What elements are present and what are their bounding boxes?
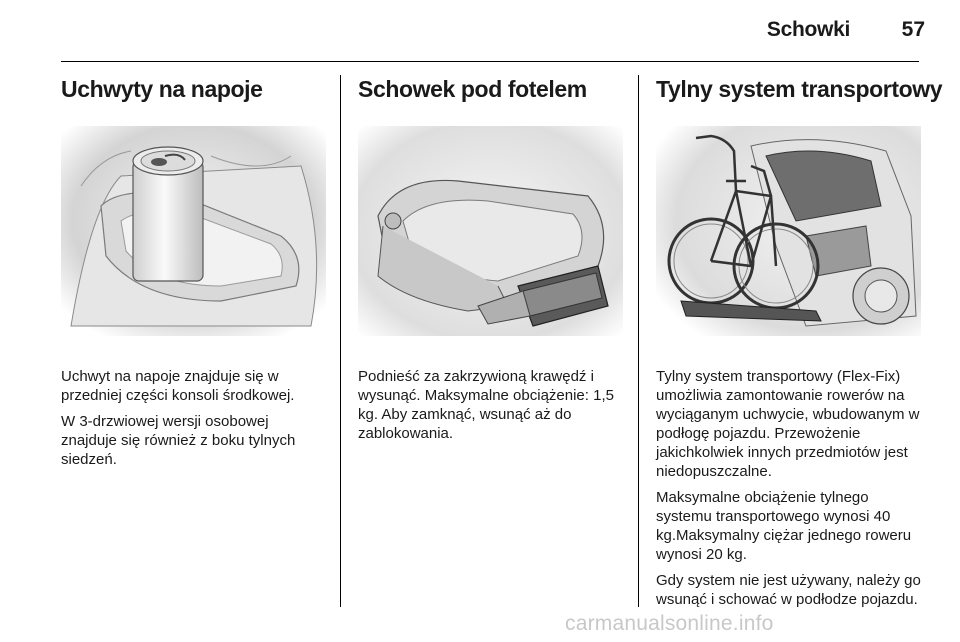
page-number: 57 xyxy=(901,18,925,41)
cupholder-can-illustration xyxy=(61,126,326,336)
section-text xyxy=(656,367,921,609)
column-cup-holders xyxy=(61,72,326,476)
column-divider xyxy=(340,75,341,607)
paragraph: Maksymalne obciążenie tylnego systemu transportowego wynosi 40 kg.Maksymalny ciężar jednego roweru wynosi 20 kg. xyxy=(656,489,912,563)
column-divider xyxy=(638,75,639,607)
paragraph: W 3-drzwiowej wersji osobowej znajduje się również z boku tylnych siedzeń. xyxy=(61,413,296,468)
section-text xyxy=(61,367,326,469)
section-title: Schowki xyxy=(766,18,850,41)
column-under-seat-drawer xyxy=(358,72,623,450)
section-heading: Schowek pod fotelem xyxy=(358,76,587,102)
section-heading: Tylny system transportowy xyxy=(656,76,943,102)
under-seat-drawer-illustration xyxy=(358,126,623,336)
paragraph: Podnieść za zakrzywioną krawędź i wysunąć. Maksymalne obciążenie: 1,5 kg. Aby zamknąć, wsunąć aż do zablokowania. xyxy=(358,368,614,442)
column-rear-carrier xyxy=(656,72,943,616)
rear-bike-carrier-illustration xyxy=(656,126,921,336)
paragraph: Uchwyt na napoje znajduje się w przedniej części konsoli środkowej. xyxy=(61,368,295,404)
section-text xyxy=(358,367,623,443)
header-divider xyxy=(61,61,919,62)
section-heading: Uchwyty na napoje xyxy=(61,76,263,102)
paragraph: Tylny system transportowy (Flex-Fix) umożliwia zamontowanie rowerów na wyciąganym uchwycie, wbudowanym w podłogę pojazdu. Przewożenie jakichkolwiek innych przedmiotów jest niedopuszczalne. xyxy=(656,368,920,480)
paragraph: Gdy system nie jest używany, należy go wsunąć i schować w podłodze pojazdu. xyxy=(656,572,921,608)
watermark: carmanualsonline.info xyxy=(565,612,774,635)
